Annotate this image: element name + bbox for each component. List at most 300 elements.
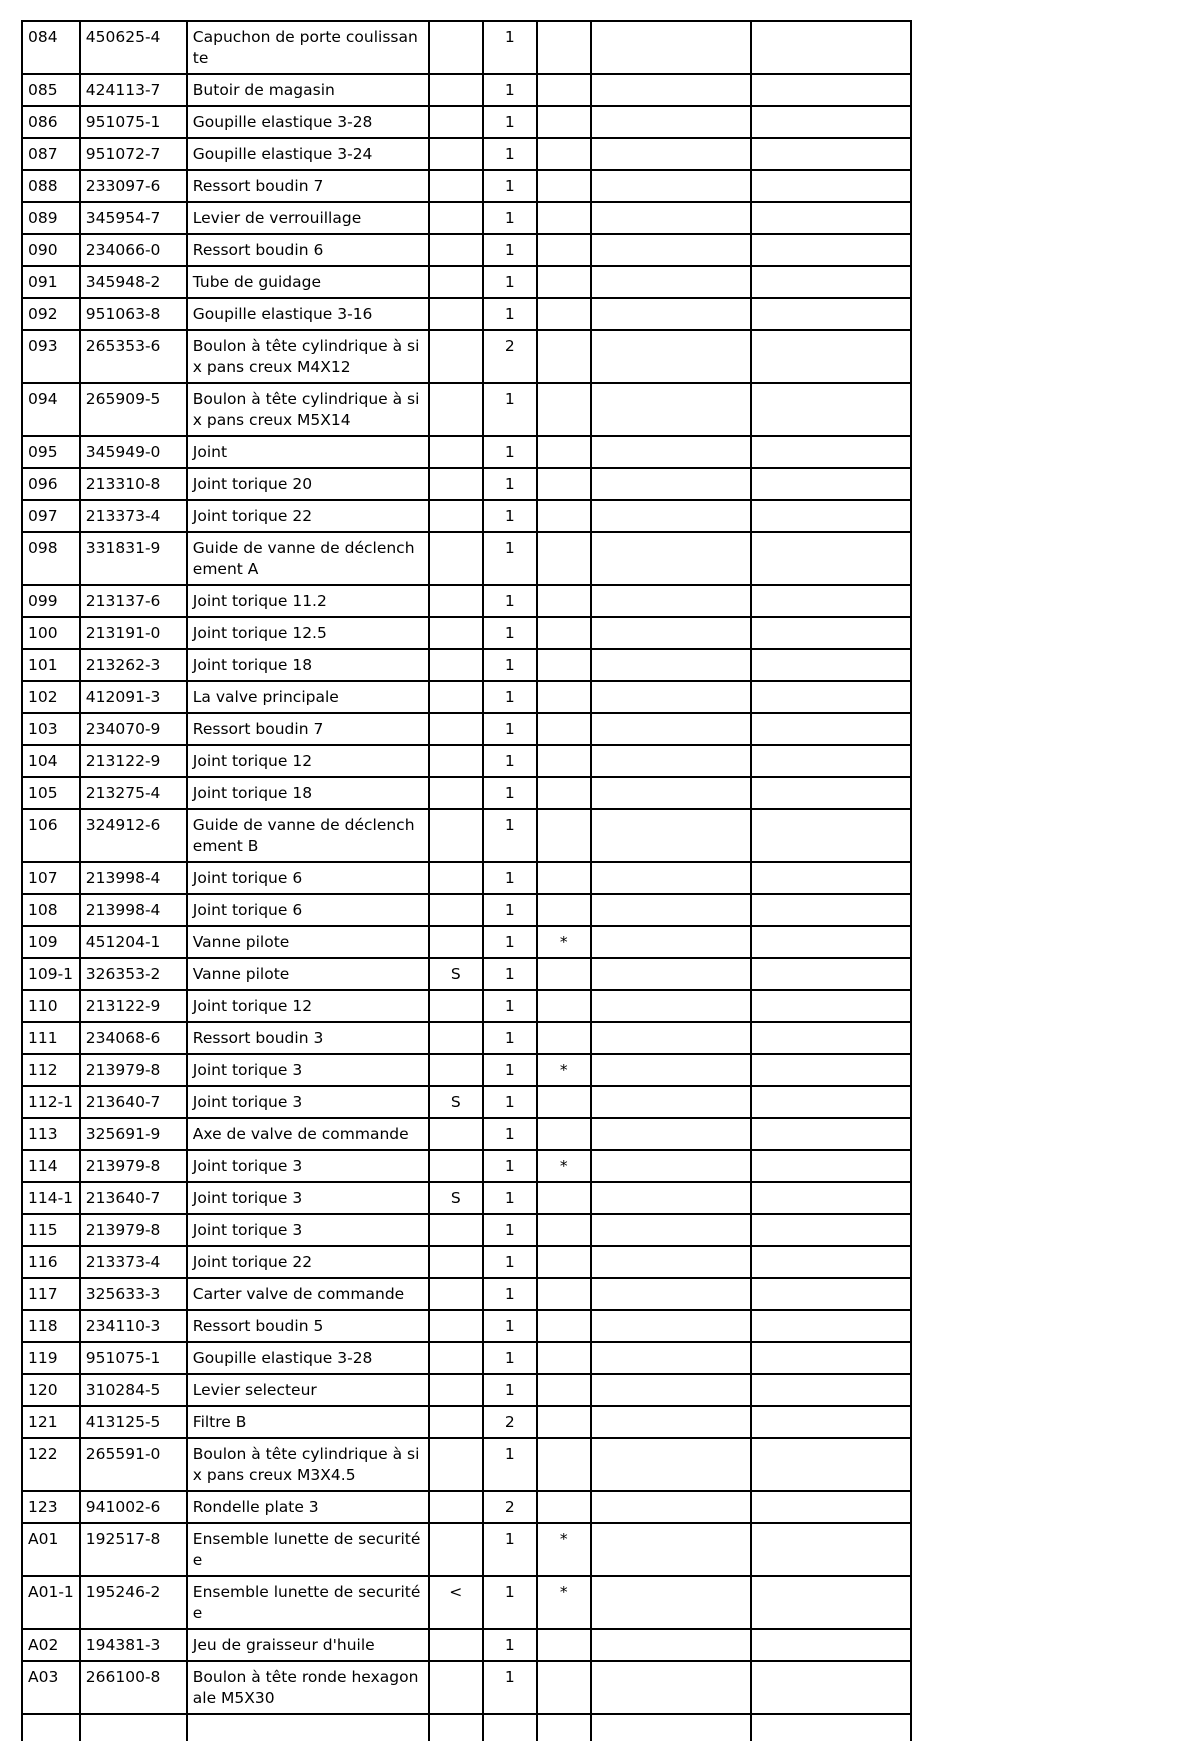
table-row xyxy=(22,745,911,777)
quantity-cell: 1 xyxy=(483,745,537,777)
item-number-cell: 107 xyxy=(22,862,80,894)
flag-cell xyxy=(429,383,483,436)
flag-cell xyxy=(429,1214,483,1246)
quantity-cell: 1 xyxy=(483,1374,537,1406)
blank-cell xyxy=(591,585,751,617)
description-cell: Ressort boudin 5 xyxy=(187,1310,429,1342)
blank-cell xyxy=(591,21,751,74)
item-number-cell: 088 xyxy=(22,170,80,202)
quantity-cell: 1 xyxy=(483,926,537,958)
blank-cell xyxy=(751,1246,911,1278)
item-number-cell: 086 xyxy=(22,106,80,138)
description-cell: Levier de verrouillage xyxy=(187,202,429,234)
note-cell xyxy=(537,777,591,809)
quantity-cell: 1 xyxy=(483,21,537,74)
note-cell xyxy=(537,1182,591,1214)
part-number-cell: 412091-3 xyxy=(80,681,187,713)
part-number-cell: 325691-9 xyxy=(80,1118,187,1150)
note-cell xyxy=(537,500,591,532)
part-number-cell: 213979-8 xyxy=(80,1214,187,1246)
item-number-cell: 114-1 xyxy=(22,1182,80,1214)
note-cell xyxy=(537,170,591,202)
item-number-cell: 095 xyxy=(22,436,80,468)
flag-cell xyxy=(429,809,483,862)
table-row xyxy=(22,1576,911,1629)
flag-cell: < xyxy=(429,1576,483,1629)
blank-cell xyxy=(751,1150,911,1182)
blank-cell xyxy=(751,298,911,330)
part-number-cell: 325633-3 xyxy=(80,1278,187,1310)
flag-cell xyxy=(429,1118,483,1150)
flag-cell xyxy=(429,298,483,330)
parts-table-body xyxy=(22,21,911,1741)
note-cell xyxy=(537,862,591,894)
blank-cell xyxy=(591,266,751,298)
flag-cell xyxy=(429,1523,483,1576)
part-number-cell: 265353-6 xyxy=(80,330,187,383)
blank-cell xyxy=(591,234,751,266)
blank-cell xyxy=(591,1214,751,1246)
note-cell xyxy=(537,894,591,926)
note-cell xyxy=(537,1374,591,1406)
table-row xyxy=(22,1150,911,1182)
part-number-cell: 213191-0 xyxy=(80,617,187,649)
note-cell xyxy=(537,1661,591,1714)
item-number-cell: 106 xyxy=(22,809,80,862)
description-cell: Joint torique 18 xyxy=(187,777,429,809)
blank-cell xyxy=(591,1661,751,1714)
note-cell xyxy=(537,202,591,234)
table-row xyxy=(22,202,911,234)
table-row xyxy=(22,468,911,500)
description-cell: Goupille elastique 3-24 xyxy=(187,138,429,170)
blank-cell xyxy=(751,468,911,500)
blank-cell xyxy=(187,1714,429,1741)
table-row xyxy=(22,138,911,170)
flag-cell xyxy=(429,617,483,649)
quantity-cell: 1 xyxy=(483,617,537,649)
description-cell: Ressort boudin 6 xyxy=(187,234,429,266)
blank-cell xyxy=(751,532,911,585)
blank-cell xyxy=(751,234,911,266)
blank-cell xyxy=(751,21,911,74)
description-cell: Levier selecteur xyxy=(187,1374,429,1406)
item-number-cell: 096 xyxy=(22,468,80,500)
quantity-cell: 1 xyxy=(483,1661,537,1714)
item-number-cell: 120 xyxy=(22,1374,80,1406)
part-number-cell: 951075-1 xyxy=(80,1342,187,1374)
blank-cell xyxy=(591,1022,751,1054)
description-cell: Ensemble lunette de securitée xyxy=(187,1523,429,1576)
item-number-cell: 104 xyxy=(22,745,80,777)
table-row xyxy=(22,1246,911,1278)
flag-cell xyxy=(429,1661,483,1714)
quantity-cell: 1 xyxy=(483,1214,537,1246)
blank-cell xyxy=(751,681,911,713)
table-row xyxy=(22,1310,911,1342)
quantity-cell: 1 xyxy=(483,1150,537,1182)
description-cell: Ensemble lunette de securitée xyxy=(187,1576,429,1629)
blank-cell xyxy=(591,1118,751,1150)
item-number-cell: 109-1 xyxy=(22,958,80,990)
quantity-cell: 1 xyxy=(483,532,537,585)
quantity-cell: 1 xyxy=(483,713,537,745)
quantity-cell: 1 xyxy=(483,809,537,862)
flag-cell xyxy=(429,234,483,266)
blank-cell xyxy=(751,713,911,745)
part-number-cell: 331831-9 xyxy=(80,532,187,585)
description-cell: Guide de vanne de déclenchement A xyxy=(187,532,429,585)
quantity-cell: 1 xyxy=(483,1576,537,1629)
blank-cell xyxy=(751,926,911,958)
item-number-cell: 109 xyxy=(22,926,80,958)
table-row xyxy=(22,1374,911,1406)
part-number-cell: 310284-5 xyxy=(80,1374,187,1406)
blank-cell xyxy=(591,106,751,138)
blank-cell xyxy=(591,1310,751,1342)
blank-cell xyxy=(483,1714,537,1741)
description-cell: Joint torique 20 xyxy=(187,468,429,500)
part-number-cell: 213122-9 xyxy=(80,745,187,777)
description-cell: Jeu de graisseur d'huile xyxy=(187,1629,429,1661)
table-row xyxy=(22,926,911,958)
blank-cell xyxy=(751,436,911,468)
table-row xyxy=(22,106,911,138)
part-number-cell: 345954-7 xyxy=(80,202,187,234)
part-number-cell: 413125-5 xyxy=(80,1406,187,1438)
description-cell: Butoir de magasin xyxy=(187,74,429,106)
quantity-cell: 1 xyxy=(483,1086,537,1118)
table-row xyxy=(22,1661,911,1714)
table-row xyxy=(22,500,911,532)
note-cell xyxy=(537,1438,591,1491)
part-number-cell: 213262-3 xyxy=(80,649,187,681)
note-cell xyxy=(537,298,591,330)
table-row xyxy=(22,958,911,990)
part-number-cell: 213122-9 xyxy=(80,990,187,1022)
table-row xyxy=(22,777,911,809)
note-cell xyxy=(537,436,591,468)
quantity-cell: 1 xyxy=(483,1022,537,1054)
note-cell xyxy=(537,468,591,500)
description-cell: Joint xyxy=(187,436,429,468)
description-cell: Filtre B xyxy=(187,1406,429,1438)
description-cell: Joint torique 3 xyxy=(187,1054,429,1086)
table-row xyxy=(22,1438,911,1491)
table-row xyxy=(22,1022,911,1054)
quantity-cell: 1 xyxy=(483,777,537,809)
description-cell: Vanne pilote xyxy=(187,926,429,958)
note-cell xyxy=(537,1214,591,1246)
flag-cell xyxy=(429,745,483,777)
blank-cell xyxy=(429,1714,483,1741)
note-cell xyxy=(537,1342,591,1374)
blank-cell xyxy=(591,809,751,862)
table-row xyxy=(22,809,911,862)
blank-cell xyxy=(591,330,751,383)
blank-cell xyxy=(751,1054,911,1086)
table-row xyxy=(22,1118,911,1150)
description-cell: Ressort boudin 7 xyxy=(187,713,429,745)
flag-cell xyxy=(429,1022,483,1054)
item-number-cell: 112 xyxy=(22,1054,80,1086)
description-cell: Joint torique 22 xyxy=(187,500,429,532)
table-row xyxy=(22,74,911,106)
quantity-cell: 1 xyxy=(483,202,537,234)
flag-cell xyxy=(429,585,483,617)
part-number-cell: 951075-1 xyxy=(80,106,187,138)
part-number-cell: 213373-4 xyxy=(80,1246,187,1278)
part-number-cell: 234070-9 xyxy=(80,713,187,745)
part-number-cell: 951072-7 xyxy=(80,138,187,170)
quantity-cell: 1 xyxy=(483,234,537,266)
blank-cell xyxy=(751,1214,911,1246)
note-cell xyxy=(537,1278,591,1310)
item-number-cell: 085 xyxy=(22,74,80,106)
flag-cell xyxy=(429,468,483,500)
item-number-cell: 087 xyxy=(22,138,80,170)
blank-cell xyxy=(751,1523,911,1576)
blank-cell xyxy=(751,106,911,138)
table-row xyxy=(22,617,911,649)
quantity-cell: 1 xyxy=(483,585,537,617)
item-number-cell: 097 xyxy=(22,500,80,532)
note-cell xyxy=(537,74,591,106)
part-number-cell: 941002-6 xyxy=(80,1491,187,1523)
note-cell xyxy=(537,1118,591,1150)
quantity-cell: 1 xyxy=(483,1278,537,1310)
quantity-cell: 1 xyxy=(483,1054,537,1086)
flag-cell xyxy=(429,138,483,170)
quantity-cell: 1 xyxy=(483,74,537,106)
quantity-cell: 1 xyxy=(483,958,537,990)
blank-cell xyxy=(591,990,751,1022)
parts-table xyxy=(21,20,912,1741)
blank-cell xyxy=(591,500,751,532)
description-cell: Vanne pilote xyxy=(187,958,429,990)
blank-cell xyxy=(751,1576,911,1629)
blank-cell xyxy=(751,1406,911,1438)
flag-cell xyxy=(429,1406,483,1438)
item-number-cell: A02 xyxy=(22,1629,80,1661)
flag-cell xyxy=(429,1342,483,1374)
flag-cell xyxy=(429,681,483,713)
note-cell xyxy=(537,713,591,745)
blank-cell xyxy=(591,1629,751,1661)
note-cell: * xyxy=(537,926,591,958)
part-number-cell: 213640-7 xyxy=(80,1182,187,1214)
item-number-cell: 113 xyxy=(22,1118,80,1150)
quantity-cell: 1 xyxy=(483,1629,537,1661)
blank-cell xyxy=(591,862,751,894)
part-number-cell: 195246-2 xyxy=(80,1576,187,1629)
part-number-cell: 213998-4 xyxy=(80,862,187,894)
item-number-cell: 094 xyxy=(22,383,80,436)
table-row xyxy=(22,266,911,298)
note-cell xyxy=(537,383,591,436)
blank-cell xyxy=(751,138,911,170)
quantity-cell: 1 xyxy=(483,106,537,138)
description-cell: Joint torique 12 xyxy=(187,745,429,777)
blank-cell xyxy=(751,1022,911,1054)
blank-cell xyxy=(591,1182,751,1214)
note-cell: * xyxy=(537,1576,591,1629)
note-cell xyxy=(537,745,591,777)
note-cell xyxy=(537,21,591,74)
blank-cell xyxy=(537,1714,591,1741)
item-number-cell: A01 xyxy=(22,1523,80,1576)
flag-cell xyxy=(429,862,483,894)
table-row xyxy=(22,532,911,585)
part-number-cell: 326353-2 xyxy=(80,958,187,990)
flag-cell xyxy=(429,74,483,106)
blank-cell xyxy=(751,330,911,383)
item-number-cell: 115 xyxy=(22,1214,80,1246)
description-cell: Joint torique 3 xyxy=(187,1150,429,1182)
blank-cell xyxy=(591,170,751,202)
table-row xyxy=(22,234,911,266)
table-row xyxy=(22,990,911,1022)
blank-cell xyxy=(751,1629,911,1661)
description-cell: Goupille elastique 3-16 xyxy=(187,298,429,330)
flag-cell xyxy=(429,1438,483,1491)
flag-cell xyxy=(429,106,483,138)
description-cell: La valve principale xyxy=(187,681,429,713)
note-cell: * xyxy=(537,1054,591,1086)
table-row xyxy=(22,894,911,926)
part-number-cell: 213137-6 xyxy=(80,585,187,617)
blank-cell xyxy=(591,1714,751,1741)
part-number-cell: 951063-8 xyxy=(80,298,187,330)
item-number-cell: 101 xyxy=(22,649,80,681)
description-cell: Boulon à tête cylindrique à six pans creux M3X4.5 xyxy=(187,1438,429,1491)
blank-cell xyxy=(751,1118,911,1150)
item-number-cell: 118 xyxy=(22,1310,80,1342)
note-cell xyxy=(537,532,591,585)
blank-cell xyxy=(591,1278,751,1310)
description-cell: Joint torique 6 xyxy=(187,894,429,926)
part-number-cell: 265909-5 xyxy=(80,383,187,436)
blank-cell xyxy=(591,1406,751,1438)
blank-cell xyxy=(751,1278,911,1310)
item-number-cell: 121 xyxy=(22,1406,80,1438)
flag-cell xyxy=(429,330,483,383)
blank-cell xyxy=(591,1150,751,1182)
part-number-cell: 194381-3 xyxy=(80,1629,187,1661)
note-cell xyxy=(537,958,591,990)
blank-cell xyxy=(751,1438,911,1491)
part-number-cell: 213640-7 xyxy=(80,1086,187,1118)
table-row xyxy=(22,1278,911,1310)
flag-cell xyxy=(429,532,483,585)
part-number-cell: 450625-4 xyxy=(80,21,187,74)
part-number-cell: 345949-0 xyxy=(80,436,187,468)
note-cell xyxy=(537,1491,591,1523)
item-number-cell: 089 xyxy=(22,202,80,234)
description-cell: Joint torique 18 xyxy=(187,649,429,681)
blank-cell xyxy=(591,74,751,106)
part-number-cell: 213310-8 xyxy=(80,468,187,500)
flag-cell: S xyxy=(429,958,483,990)
description-cell: Ressort boudin 3 xyxy=(187,1022,429,1054)
quantity-cell: 1 xyxy=(483,1310,537,1342)
quantity-cell: 2 xyxy=(483,1406,537,1438)
table-row-continuation xyxy=(22,1714,911,1741)
blank-cell xyxy=(591,1374,751,1406)
blank-cell xyxy=(591,383,751,436)
blank-cell xyxy=(751,170,911,202)
blank-cell xyxy=(751,745,911,777)
description-cell: Guide de vanne de déclenchement B xyxy=(187,809,429,862)
note-cell xyxy=(537,266,591,298)
part-number-cell: 424113-7 xyxy=(80,74,187,106)
note-cell xyxy=(537,617,591,649)
note-cell xyxy=(537,1629,591,1661)
item-number-cell: 105 xyxy=(22,777,80,809)
table-row xyxy=(22,383,911,436)
quantity-cell: 1 xyxy=(483,298,537,330)
blank-cell xyxy=(591,298,751,330)
description-cell: Carter valve de commande xyxy=(187,1278,429,1310)
blank-cell xyxy=(591,745,751,777)
note-cell xyxy=(537,585,591,617)
blank-cell xyxy=(591,532,751,585)
flag-cell xyxy=(429,894,483,926)
flag-cell xyxy=(429,170,483,202)
part-number-cell: 213979-8 xyxy=(80,1054,187,1086)
quantity-cell: 1 xyxy=(483,681,537,713)
item-number-cell: 090 xyxy=(22,234,80,266)
blank-cell xyxy=(751,894,911,926)
quantity-cell: 1 xyxy=(483,383,537,436)
flag-cell xyxy=(429,777,483,809)
table-row xyxy=(22,585,911,617)
note-cell: * xyxy=(537,1150,591,1182)
blank-cell xyxy=(591,202,751,234)
part-number-cell: 234068-6 xyxy=(80,1022,187,1054)
note-cell xyxy=(537,1246,591,1278)
note-cell xyxy=(537,990,591,1022)
flag-cell xyxy=(429,1054,483,1086)
item-number-cell: 103 xyxy=(22,713,80,745)
note-cell xyxy=(537,1406,591,1438)
part-number-cell: 234066-0 xyxy=(80,234,187,266)
table-row xyxy=(22,1406,911,1438)
blank-cell xyxy=(591,894,751,926)
blank-cell xyxy=(751,1714,911,1741)
quantity-cell: 1 xyxy=(483,1342,537,1374)
description-cell: Joint torique 12 xyxy=(187,990,429,1022)
item-number-cell: 123 xyxy=(22,1491,80,1523)
blank-cell xyxy=(751,958,911,990)
table-row xyxy=(22,1214,911,1246)
description-cell: Joint torique 3 xyxy=(187,1182,429,1214)
blank-cell xyxy=(751,266,911,298)
blank-cell xyxy=(591,1054,751,1086)
blank-cell xyxy=(591,1342,751,1374)
part-number-cell: 213275-4 xyxy=(80,777,187,809)
blank-cell xyxy=(751,1182,911,1214)
flag-cell xyxy=(429,649,483,681)
flag-cell xyxy=(429,1491,483,1523)
quantity-cell: 1 xyxy=(483,1438,537,1491)
note-cell xyxy=(537,330,591,383)
quantity-cell: 1 xyxy=(483,862,537,894)
quantity-cell: 1 xyxy=(483,990,537,1022)
table-row xyxy=(22,21,911,74)
note-cell xyxy=(537,234,591,266)
item-number-cell: 114 xyxy=(22,1150,80,1182)
